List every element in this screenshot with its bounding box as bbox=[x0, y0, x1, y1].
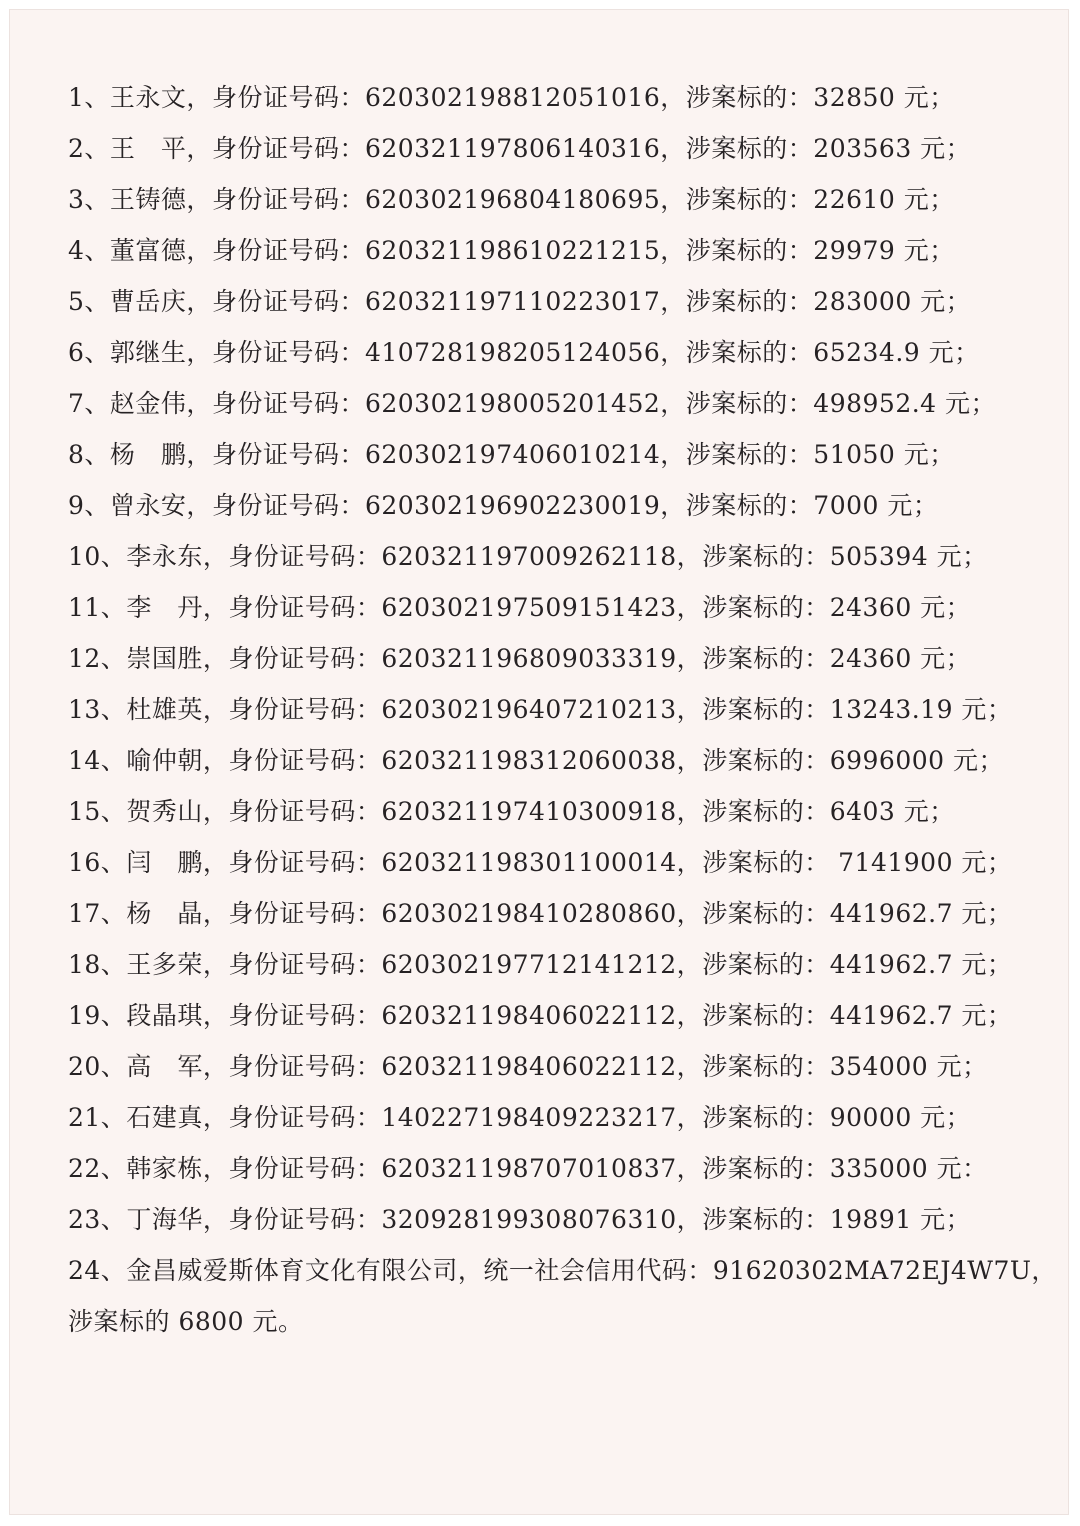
list-item: 15、贺秀山，身份证号码：620321197410300918，涉案标的：6403 元； bbox=[68, 797, 955, 826]
company-amount: 涉案标的 6800 元。 bbox=[68, 1307, 304, 1336]
list-item: 7、赵金伟，身份证号码：620302198005201452，涉案标的：498952.4 元； bbox=[68, 389, 997, 418]
list-item: 22、韩家栋，身份证号码：620321198707010837，涉案标的：335000 元： bbox=[68, 1154, 988, 1183]
list-item: 13、杜雄英，身份证号码：620302196407210213，涉案标的：13243.19 元； bbox=[68, 695, 1013, 724]
list-item: 16、闫 鹏，身份证号码：620321198301100014，涉案标的： 7141900 元； bbox=[68, 848, 1013, 877]
list-item: 20、高 军，身份证号码：620321198406022112，涉案标的：354000 元； bbox=[68, 1052, 988, 1081]
list-item: 8、杨 鹏，身份证号码：620302197406010214，涉案标的：51050 元； bbox=[68, 440, 955, 469]
list-item: 2、王 平，身份证号码：620321197806140316，涉案标的：203563 元； bbox=[68, 134, 972, 163]
list-item: 12、崇国胜，身份证号码：620321196809033319，涉案标的：24360 元； bbox=[68, 644, 972, 673]
list-item: 18、王多荣，身份证号码：620302197712141212，涉案标的：441962.7 元； bbox=[68, 950, 1013, 979]
list-item: 19、段晶琪，身份证号码：620321198406022112，涉案标的：441962.7 元； bbox=[68, 1001, 1013, 1030]
list-item: 17、杨 晶，身份证号码：620302198410280860，涉案标的：441962.7 元； bbox=[68, 899, 1013, 928]
list-item: 11、李 丹，身份证号码：620302197509151423，涉案标的：24360 元； bbox=[68, 593, 972, 622]
list-item: 23、丁海华，身份证号码：320928199308076310，涉案标的：19891 元； bbox=[68, 1205, 972, 1234]
list-item: 1、王永文，身份证号码：620302198812051016，涉案标的：32850 元； bbox=[68, 83, 955, 112]
list-item: 3、王铸德，身份证号码：620302196804180695，涉案标的：22610 元； bbox=[68, 185, 955, 214]
list-item: 6、郭继生，身份证号码：410728198205124056，涉案标的：65234.9 元； bbox=[68, 338, 980, 367]
case-list bbox=[68, 72, 1058, 1347]
list-item: 14、喻仲朝，身份证号码：620321198312060038，涉案标的：6996000 元； bbox=[68, 746, 1004, 775]
company-entry: 24、金昌威爱斯体育文化有限公司，统一社会信用代码：91620302MA72EJ4W7U， bbox=[68, 1256, 1057, 1285]
list-item: 9、曾永安，身份证号码：620302196902230019，涉案标的：7000 元； bbox=[68, 491, 939, 520]
list-item: 4、董富德，身份证号码：620321198610221215，涉案标的：29979 元； bbox=[68, 236, 955, 265]
document-page bbox=[10, 10, 1068, 1514]
list-item: 5、曹岳庆，身份证号码：620321197110223017，涉案标的：283000 元； bbox=[68, 287, 972, 316]
list-item: 10、李永东，身份证号码：620321197009262118，涉案标的：505394 元； bbox=[68, 542, 988, 571]
list-item: 21、石建真，身份证号码：140227198409223217，涉案标的：90000 元； bbox=[68, 1103, 972, 1132]
